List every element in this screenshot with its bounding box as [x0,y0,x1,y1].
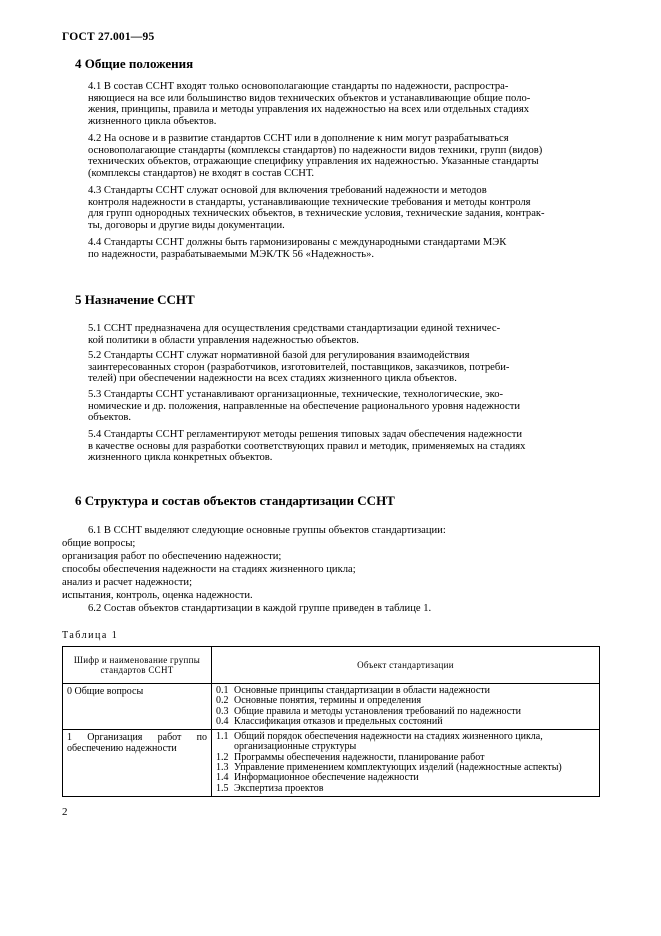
paragraph-4-4: 4.4 Стандарты ССНТ должны быть гармонизированы с международными стандартами МЭК по надежности, разрабатываемыми МЭК/ТК 56 «Надежность». [88,237,507,260]
paragraph-5-3: 5.3 Стандарты ССНТ устанавливают организационные, технические, технологические, эко- номические и др. положения, направленные на обеспечение рационального уровня надежности объектов. [88,389,521,424]
table-cell-objects: 0.1 Основные принципы стандартизации в области надежности 0.2 Основные понятия, термины и определения 0.3 Общие правила и методы установления требований по надежности 0.4 Классификация отказов и предельных состояний [212,684,600,730]
page-number: 2 [62,806,68,818]
list-item: общие вопросы; [62,538,136,549]
list-item: анализ и расчет надежности; [62,577,193,588]
document-header: ГОСТ 27.001—95 [62,31,155,43]
paragraph-6-1: 6.1 В ССНТ выделяют следующие основные группы объектов стандартизации: [88,525,446,536]
table-header-row [63,647,600,684]
section-4-title: 4 Общие положения [75,56,194,71]
table-cell-group: 0 Общие вопросы [63,684,212,730]
table-header-object: Объект стандартизации [212,647,600,684]
table-row [63,684,600,730]
section-6-title: 6 Структура и состав объектов стандартизации ССНТ [75,493,395,508]
section-5-title: 5 Назначение ССНТ [75,292,195,307]
paragraph-5-1: 5.1 ССНТ предназначена для осуществления средствами стандартизации единой техничес- кой политики в области управления надежностью объектов. [88,323,501,346]
paragraph-6-2: 6.2 Состав объектов стандартизации в каждой группе приведен в таблице 1. [88,603,432,614]
table-header-group: Шифр и наименование группы стандартов ССНТ [63,647,212,684]
list-item: способы обеспечения надежности на стадиях жизненного цикла; [62,564,356,575]
paragraph-5-4: 5.4 Стандарты ССНТ регламентируют методы решения типовых задач обеспечения надежности в качестве основы для разработки соответствующих правил и методик, применяемых на стадиях жизненного цикла конкретных объектов. [88,429,526,464]
table-caption: Таблица 1 [62,630,119,641]
list-item: организация работ по обеспечению надежности; [62,551,282,562]
table-cell-group: 1 Организация работ по обеспечению надежности [63,730,212,797]
table-cell-objects: 1.1 Общий порядок обеспечения надежности на стадиях жизненного цикла, организационные структуры 1.2 Программы обеспечения надежности, планирование работ 1.3 Управление применением комплектующих изделий (надежностные аспекты) 1.4 Информационное обеспечение надежности 1.5 Экспертиза проектов [212,730,600,797]
table-1 [62,646,600,797]
paragraph-4-2: 4.2 На основе и в развитие стандартов ССНТ или в дополнение к ним могут разрабатываться основополагающие стандарты (комплексы стандартов) по надежности видов техники, групп (видов) технических объектов, отражающие специфику управления их надежностью. Указанные стандарты (комплексы стандартов) не входят в состав ССНТ. [88,133,543,179]
table-row [63,730,600,797]
list-item: испытания, контроль, оценка надежности. [62,590,253,601]
paragraph-4-1: 4.1 В состав ССНТ входят только основополагающие стандарты по надежности, распростра- няющиеся на все или большинство видов технических объектов и устанавливающие общие поло- жения, принципы, правила и методы управления их надежностью на всех или отдельных стадиях жизненного цикла объектов. [88,81,531,127]
paragraph-4-3: 4.3 Стандарты ССНТ служат основой для включения требований надежности и методов контроля надежности в стандарты, устанавливающие технические требования и методы контроля для групп однородных технических объектов, в технические условия, технические задания, контрак- ты, договоры и другие виды документации. [88,185,545,231]
paragraph-5-2: 5.2 Стандарты ССНТ служат нормативной базой для регулирования взаимодействия заинтересованных сторон (разработчиков, изготовителей, поставщиков, заказчиков, потреби- телей) при обеспечении надежности на всех стадиях жизненного цикла объектов. [88,350,510,385]
